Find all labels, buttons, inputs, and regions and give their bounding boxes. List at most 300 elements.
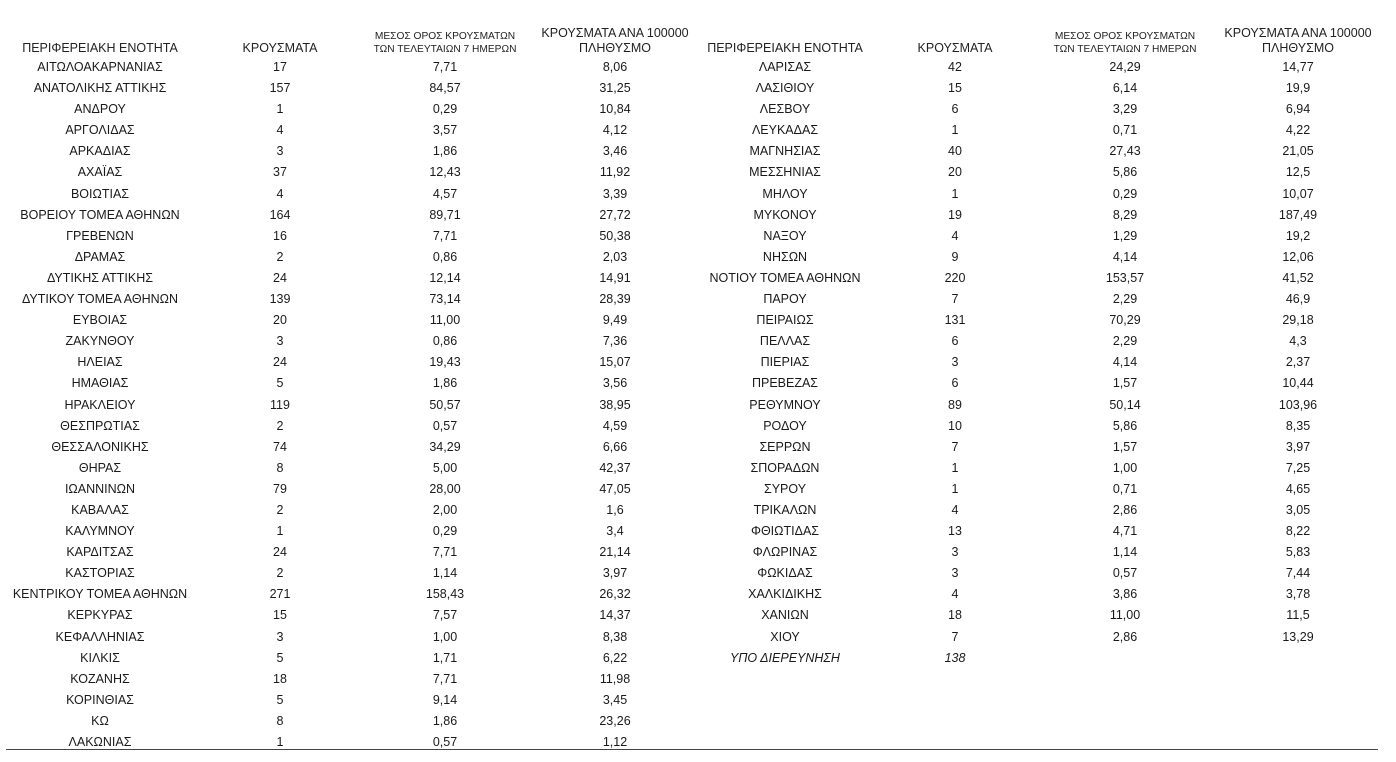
table-row (0, 99, 700, 120)
region-cell: ΠΕΛΛΑΣ (759, 334, 811, 349)
table-row (700, 584, 1390, 605)
per100k-cell: 5,83 (1285, 545, 1311, 560)
region-cell: ΧΑΝΙΩΝ (761, 608, 809, 623)
table-row (0, 205, 700, 226)
per100k-cell: 46,9 (1285, 292, 1311, 307)
table-row (0, 711, 700, 732)
table-row (0, 289, 700, 310)
header-cases (905, 0, 1005, 56)
cases-cell: 18 (273, 671, 287, 686)
per100k-cell: 3,45 (602, 692, 628, 707)
per100k-cell: 31,25 (599, 81, 631, 96)
region-cell: ΔΥΤΙΚΗΣ ΑΤΤΙΚΗΣ (47, 270, 153, 285)
header-per100k-line2: ΠΛΗΘΥΣΜΟ (1262, 41, 1334, 55)
per100k-cell: 3,39 (602, 186, 628, 201)
cases-cell: 1 (951, 186, 959, 201)
per100k-cell: 10,84 (599, 102, 631, 117)
per100k-cell: 3,4 (606, 524, 624, 539)
region-cell: ΑΡΓΟΛΙΔΑΣ (65, 123, 135, 138)
avg7-cell: 4,14 (1112, 249, 1138, 264)
avg7-cell: 3,29 (1112, 102, 1138, 117)
region-cell: ΥΠΟ ΔΙΕΡΕΥΝΗΣΗ (730, 650, 840, 665)
table-row (0, 669, 700, 690)
per100k-cell: 8,22 (1285, 524, 1311, 539)
region-cell: ΜΗΛΟΥ (762, 186, 808, 201)
table-row (0, 373, 700, 394)
avg7-cell: 0,86 (432, 249, 458, 264)
header-per100k-line1: ΚΡΟΥΣΜΑΤΑ ΑΝΑ 100000 (541, 26, 689, 40)
avg7-cell: 0,57 (1112, 566, 1138, 581)
cases-cell: 2 (276, 566, 284, 581)
avg7-cell: 9,14 (432, 692, 458, 707)
table-row (700, 226, 1390, 247)
header-region (0, 0, 200, 56)
header-avg7-line1: ΜΕΣΟΣ ΟΡΟΣ ΚΡΟΥΣΜΑΤΩΝ (1054, 31, 1196, 42)
table-row (700, 605, 1390, 626)
region-cell: ΤΡΙΚΑΛΩΝ (753, 502, 817, 517)
avg7-cell: 0,29 (432, 102, 458, 117)
avg7-cell: 0,71 (1112, 123, 1138, 138)
region-cell: ΡΕΘΥΜΝΟΥ (749, 397, 821, 412)
per100k-cell: 42,37 (599, 460, 631, 475)
table-row (700, 437, 1390, 458)
per100k-cell: 6,66 (602, 439, 628, 454)
avg7-cell: 1,86 (432, 144, 458, 159)
avg7-cell: 1,29 (1112, 228, 1138, 243)
region-cell: ΚΑΡΔΙΤΣΑΣ (66, 545, 134, 560)
cases-cell: 10 (948, 418, 962, 433)
per100k-cell: 38,95 (599, 397, 631, 412)
header-avg7-line1: ΜΕΣΟΣ ΟΡΟΣ ΚΡΟΥΣΜΑΤΩΝ (374, 31, 516, 42)
avg7-cell: 5,00 (432, 460, 458, 475)
cases-cell: 138 (944, 650, 966, 665)
cases-cell: 7 (951, 629, 959, 644)
cases-cell: 2 (276, 418, 284, 433)
per100k-cell: 7,36 (602, 334, 628, 349)
avg7-cell: 4,14 (1112, 355, 1138, 370)
region-cell: ΑΧΑΪΑΣ (77, 165, 123, 180)
table-row (0, 479, 700, 500)
bottom-rule (6, 749, 1378, 750)
region-cell: ΣΥΡΟΥ (763, 481, 807, 496)
per100k-cell: 2,03 (602, 249, 628, 264)
avg7-cell: 2,86 (1112, 629, 1138, 644)
avg7-cell: 0,71 (1112, 481, 1138, 496)
region-cell: ΚΕΝΤΡΙΚΟΥ ΤΟΜΕΑ ΑΘΗΝΩΝ (12, 587, 188, 602)
table-row (0, 310, 700, 331)
header-avg7-line2: ΤΩΝ ΤΕΛΕΥΤΑΙΩΝ 7 ΗΜΕΡΩΝ (373, 44, 517, 55)
avg7-cell: 34,29 (429, 439, 461, 454)
region-cell: ΚΟΡΙΝΘΙΑΣ (66, 692, 134, 707)
cases-cell: 20 (948, 165, 962, 180)
region-cell: ΝΗΣΩΝ (762, 249, 808, 264)
table-row (700, 162, 1390, 183)
cases-cell: 40 (948, 144, 962, 159)
region-cell: ΔΡΑΜΑΣ (74, 249, 126, 264)
table-row (0, 542, 700, 563)
region-cell: ΘΗΡΑΣ (78, 460, 122, 475)
avg7-cell: 3,86 (1112, 587, 1138, 602)
per100k-cell: 19,2 (1285, 228, 1311, 243)
region-cell: ΠΙΕΡΙΑΣ (760, 355, 810, 370)
region-cell: ΕΥΒΟΙΑΣ (72, 313, 128, 328)
header-cases-label: ΚΡΟΥΣΜΑΤΑ (242, 41, 318, 55)
cases-cell: 6 (951, 376, 959, 391)
cases-cell: 3 (276, 144, 284, 159)
table-row (700, 627, 1390, 648)
table-row (0, 648, 700, 669)
avg7-cell: 50,57 (429, 397, 461, 412)
per100k-cell: 14,77 (1282, 60, 1314, 74)
avg7-cell: 1,57 (1112, 439, 1138, 454)
cases-cell: 2 (276, 249, 284, 264)
region-cell: ΛΑΚΩΝΙΑΣ (68, 735, 132, 749)
per100k-cell: 187,49 (1278, 207, 1318, 222)
region-cell: ΘΕΣΣΑΛΟΝΙΚΗΣ (51, 439, 149, 454)
per100k-cell: 26,32 (599, 587, 631, 602)
region-cell: ΙΩΑΝΝΙΝΩΝ (64, 481, 136, 496)
avg7-cell: 70,29 (1109, 313, 1141, 328)
region-cell: ΑΝΔΡΟΥ (74, 102, 126, 117)
avg7-cell: 2,29 (1112, 334, 1138, 349)
table-row (700, 331, 1390, 352)
avg7-cell: 19,43 (429, 355, 461, 370)
avg7-cell: 8,29 (1112, 207, 1138, 222)
region-cell: ΗΡΑΚΛΕΙΟΥ (64, 397, 136, 412)
cases-cell: 3 (276, 334, 284, 349)
cases-cell: 24 (273, 270, 287, 285)
header-avg7 (1035, 0, 1215, 56)
per100k-cell: 11,5 (1286, 608, 1310, 623)
avg7-cell: 1,00 (1112, 460, 1138, 475)
table-row (700, 416, 1390, 437)
table-row (0, 352, 700, 373)
region-cell: ΚΑΒΑΛΑΣ (71, 502, 129, 517)
avg7-cell: 24,29 (1109, 60, 1141, 74)
region-cell: ΗΜΑΘΙΑΣ (71, 376, 129, 391)
region-cell: ΝΟΤΙΟΥ ΤΟΜΕΑ ΑΘΗΝΩΝ (709, 270, 861, 285)
avg7-cell: 0,86 (432, 334, 458, 349)
table-row (700, 373, 1390, 394)
region-cell: ΜΑΓΝΗΣΙΑΣ (749, 144, 821, 159)
table-row (700, 352, 1390, 373)
header-region-label: ΠΕΡΙΦΕΡΕΙΑΚΗ ΕΝΟΤΗΤΑ (22, 41, 178, 55)
avg7-cell: 50,14 (1109, 397, 1141, 412)
per100k-cell: 6,94 (1285, 102, 1311, 117)
table-row (0, 605, 700, 626)
region-cell: ΓΡΕΒΕΝΩΝ (66, 228, 134, 243)
avg7-cell: 7,57 (432, 608, 458, 623)
per100k-cell: 13,29 (1282, 629, 1314, 644)
table-row (700, 78, 1390, 99)
avg7-cell: 12,14 (429, 270, 461, 285)
cases-cell: 1 (951, 460, 959, 475)
table-row (0, 627, 700, 648)
cases-cell: 5 (276, 376, 284, 391)
per100k-cell: 1,6 (606, 502, 624, 517)
table-row (700, 479, 1390, 500)
table-row (0, 437, 700, 458)
cases-cell: 4 (951, 228, 959, 243)
table-row (0, 141, 700, 162)
cases-cell: 24 (273, 355, 287, 370)
per100k-cell: 3,05 (1285, 502, 1311, 517)
avg7-cell: 0,57 (432, 418, 458, 433)
region-cell: ΣΠΟΡΑΔΩΝ (750, 460, 820, 475)
per100k-cell: 8,35 (1285, 418, 1311, 433)
region-cell: ΛΕΥΚΑΔΑΣ (751, 123, 819, 138)
per100k-cell: 7,44 (1285, 566, 1311, 581)
cases-cell: 19 (948, 207, 962, 222)
cases-cell: 37 (273, 165, 287, 180)
cases-cell: 8 (276, 713, 284, 728)
per100k-cell: 103,96 (1278, 397, 1318, 412)
cases-cell: 1 (951, 481, 959, 496)
table-row (700, 310, 1390, 331)
avg7-cell: 2,00 (432, 502, 458, 517)
per100k-cell: 14,91 (599, 270, 631, 285)
table-row (700, 99, 1390, 120)
per100k-cell: 50,38 (599, 228, 631, 243)
avg7-cell: 1,14 (432, 566, 458, 581)
avg7-cell: 7,71 (432, 545, 458, 560)
cases-cell: 4 (951, 587, 959, 602)
cases-cell: 131 (944, 313, 966, 328)
table-row (700, 57, 1390, 78)
region-cell: ΚΑΛΥΜΝΟΥ (65, 524, 135, 539)
cases-cell: 13 (948, 524, 962, 539)
header-avg7-line2: ΤΩΝ ΤΕΛΕΥΤΑΙΩΝ 7 ΗΜΕΡΩΝ (1053, 44, 1197, 55)
per100k-cell: 12,5 (1285, 165, 1311, 180)
cases-cell: 164 (269, 207, 291, 222)
table-row (700, 563, 1390, 584)
table-row (0, 247, 700, 268)
cases-cell: 42 (948, 60, 962, 74)
region-cell: ΑΡΚΑΔΙΑΣ (69, 144, 131, 159)
region-cell: ΔΥΤΙΚΟΥ ΤΟΜΕΑ ΑΘΗΝΩΝ (21, 292, 179, 307)
table-body-right (700, 57, 1390, 669)
avg7-cell: 7,71 (432, 60, 458, 74)
cases-cell: 6 (951, 334, 959, 349)
per100k-cell: 12,06 (1282, 249, 1314, 264)
per100k-cell: 10,44 (1282, 376, 1314, 391)
region-cell: ΚΩ (91, 713, 109, 728)
table-row (0, 162, 700, 183)
per100k-cell: 10,07 (1282, 186, 1314, 201)
table-row (0, 331, 700, 352)
table-row (700, 395, 1390, 416)
per100k-cell: 14,37 (599, 608, 631, 623)
avg7-cell: 27,43 (1109, 144, 1141, 159)
region-cell: ΛΑΣΙΘΙΟΥ (755, 81, 815, 96)
table-row (700, 521, 1390, 542)
table-row (700, 205, 1390, 226)
cases-cell: 8 (276, 460, 284, 475)
region-cell: ΚΕΡΚΥΡΑΣ (67, 608, 133, 623)
cases-cell: 20 (273, 313, 287, 328)
cases-cell: 5 (276, 650, 284, 665)
avg7-cell: 5,86 (1112, 418, 1138, 433)
region-cell: ΒΟΡΕΙΟΥ ΤΟΜΕΑ ΑΘΗΝΩΝ (20, 207, 180, 222)
cases-cell: 119 (270, 397, 290, 412)
table-row (0, 184, 700, 205)
avg7-cell: 2,29 (1112, 292, 1138, 307)
per100k-cell: 47,05 (599, 481, 631, 496)
cases-cell: 79 (273, 481, 287, 496)
region-cell: ΜΕΣΣΗΝΙΑΣ (749, 165, 821, 180)
region-cell: ΒΟΙΩΤΙΑΣ (70, 186, 130, 201)
avg7-cell: 0,29 (432, 524, 458, 539)
table-row (700, 141, 1390, 162)
per100k-cell: 3,97 (602, 566, 628, 581)
per100k-cell: 4,12 (602, 123, 628, 138)
region-cell: ΚΕΦΑΛΛΗΝΙΑΣ (55, 629, 145, 644)
region-cell: ΖΑΚΥΝΘΟΥ (65, 334, 135, 349)
cases-cell: 17 (273, 60, 287, 74)
header-region (700, 0, 870, 56)
table-row (0, 268, 700, 289)
cases-cell: 3 (276, 629, 284, 644)
avg7-cell: 4,71 (1112, 524, 1138, 539)
per100k-cell: 9,49 (602, 313, 628, 328)
per100k-cell: 11,98 (599, 671, 631, 686)
table-row (0, 521, 700, 542)
per100k-cell: 23,26 (599, 713, 631, 728)
avg7-cell: 1,14 (1112, 545, 1138, 560)
table-row (700, 184, 1390, 205)
header-cases-label: ΚΡΟΥΣΜΑΤΑ (917, 41, 993, 55)
per100k-cell: 11,92 (599, 165, 631, 180)
table-row (700, 648, 1390, 669)
cases-cell: 74 (273, 439, 287, 454)
avg7-cell: 4,57 (432, 186, 458, 201)
table-row (0, 120, 700, 141)
per100k-cell: 7,25 (1285, 460, 1311, 475)
region-cell: ΜΥΚΟΝΟΥ (753, 207, 817, 222)
region-cell: ΑΙΤΩΛΟΑΚΑΡΝΑΝΙΑΣ (37, 60, 163, 74)
cases-cell: 15 (273, 608, 287, 623)
per100k-cell: 4,59 (602, 418, 628, 433)
region-cell: ΠΕΙΡΑΙΩΣ (756, 313, 814, 328)
region-cell: ΗΛΕΙΑΣ (77, 355, 123, 370)
cases-cell: 24 (273, 545, 287, 560)
cases-cell: 16 (273, 228, 287, 243)
cases-cell: 157 (269, 81, 291, 96)
avg7-cell: 84,57 (429, 81, 461, 96)
avg7-cell: 3,57 (432, 123, 458, 138)
cases-cell: 3 (951, 566, 959, 581)
per100k-cell: 3,97 (1285, 439, 1311, 454)
avg7-cell: 0,29 (1112, 186, 1138, 201)
avg7-cell: 5,86 (1112, 165, 1138, 180)
avg7-cell: 1,86 (432, 376, 458, 391)
per100k-cell: 2,37 (1285, 355, 1311, 370)
region-cell: ΣΕΡΡΩΝ (759, 439, 811, 454)
region-cell: ΘΕΣΠΡΩΤΙΑΣ (60, 418, 140, 433)
cases-cell: 139 (269, 292, 291, 307)
avg7-cell: 158,43 (425, 587, 465, 602)
avg7-cell: 2,86 (1112, 502, 1138, 517)
header-per100k (1208, 0, 1388, 56)
table-row (700, 458, 1390, 479)
avg7-cell: 1,86 (432, 713, 458, 728)
table-row (0, 500, 700, 521)
avg7-cell: 0,57 (432, 735, 458, 749)
region-cell: ΦΘΙΩΤΙΔΑΣ (750, 524, 820, 539)
per100k-cell: 21,05 (1282, 144, 1314, 159)
table-row (700, 120, 1390, 141)
header-per100k-line1: ΚΡΟΥΣΜΑΤΑ ΑΝΑ 100000 (1224, 26, 1372, 40)
region-cell: ΦΛΩΡΙΝΑΣ (752, 545, 818, 560)
table-row (700, 289, 1390, 310)
region-cell: ΠΑΡΟΥ (763, 292, 807, 307)
avg7-cell: 7,71 (432, 671, 458, 686)
cases-cell: 2 (276, 502, 284, 517)
per100k-cell: 3,78 (1285, 587, 1311, 602)
per100k-cell: 1,12 (602, 735, 628, 749)
table-row (0, 690, 700, 711)
region-cell: ΧΑΛΚΙΔΙΚΗΣ (748, 587, 822, 602)
region-cell: ΚΟΖΑΝΗΣ (70, 671, 130, 686)
avg7-cell: 89,71 (429, 207, 461, 222)
per100k-cell: 4,3 (1289, 334, 1307, 349)
per100k-cell: 8,06 (602, 60, 628, 74)
region-cell: ΦΩΚΙΔΑΣ (757, 566, 813, 581)
region-cell: ΚΑΣΤΟΡΙΑΣ (65, 566, 135, 581)
per100k-cell: 4,65 (1285, 481, 1311, 496)
cases-cell: 89 (948, 397, 962, 412)
table-row (0, 584, 700, 605)
cases-cell: 1 (276, 102, 284, 117)
region-cell: ΡΟΔΟΥ (763, 418, 807, 433)
avg7-cell: 6,14 (1112, 81, 1138, 96)
per100k-cell: 6,22 (602, 650, 628, 665)
cases-cell: 5 (276, 692, 284, 707)
table-row (0, 563, 700, 584)
cases-cell: 18 (948, 608, 962, 623)
header-avg7 (355, 0, 535, 56)
per100k-cell: 41,52 (1282, 270, 1314, 285)
region-cell: ΠΡΕΒΕΖΑΣ (751, 376, 819, 391)
per100k-cell: 19,9 (1285, 81, 1311, 96)
cases-cell: 4 (276, 123, 284, 138)
cases-cell: 7 (951, 292, 959, 307)
cases-cell: 7 (951, 439, 959, 454)
cases-cell: 271 (269, 587, 291, 602)
per100k-cell: 27,72 (599, 207, 631, 222)
header-cases (230, 0, 330, 56)
table-row (700, 500, 1390, 521)
avg7-cell: 28,00 (429, 481, 461, 496)
avg7-cell: 12,43 (429, 165, 461, 180)
per100k-cell: 8,38 (602, 629, 628, 644)
per100k-cell: 28,39 (599, 292, 631, 307)
cases-cell: 1 (276, 524, 284, 539)
cases-cell: 9 (951, 249, 959, 264)
cases-cell: 4 (276, 186, 284, 201)
avg7-cell: 1,57 (1112, 376, 1138, 391)
avg7-cell: 153,57 (1105, 270, 1145, 285)
cases-cell: 1 (276, 735, 284, 749)
header-region-label: ΠΕΡΙΦΕΡΕΙΑΚΗ ΕΝΟΤΗΤΑ (707, 41, 863, 55)
per100k-cell: 29,18 (1282, 313, 1314, 328)
cases-cell: 4 (951, 502, 959, 517)
cases-cell: 1 (951, 123, 959, 138)
table-row (700, 268, 1390, 289)
per100k-cell: 4,22 (1285, 123, 1311, 138)
avg7-cell: 73,14 (429, 292, 461, 307)
table-row (0, 226, 700, 247)
